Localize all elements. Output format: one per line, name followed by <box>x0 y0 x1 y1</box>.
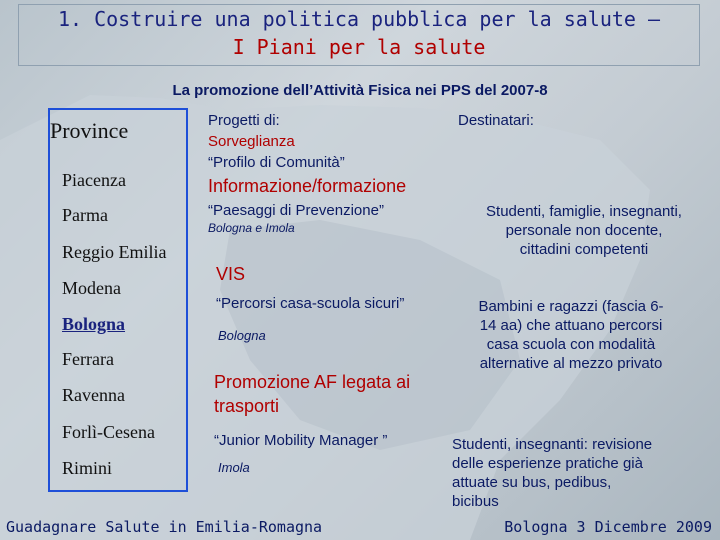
province-piacenza: Piacenza <box>62 170 126 190</box>
province-bologna[interactable]: Bologna <box>62 314 126 334</box>
province-modena: Modena <box>62 278 121 298</box>
target-1-line-1: Studenti, famiglie, insegnanti, <box>486 203 682 220</box>
footer-left: Guadagnare Salute in Emilia-Romagna <box>6 518 323 536</box>
projects-vis-heading: VIS <box>216 264 246 284</box>
province-reggio-emilia: Reggio Emilia <box>62 242 167 262</box>
target-3-line-2: delle esperienze pratiche già <box>452 455 643 472</box>
province-ferrara: Ferrara <box>62 349 114 369</box>
footer-right: Bologna 3 Dicembre 2009 <box>504 518 712 536</box>
project-profilo-comunita: “Profilo di Comunità” <box>208 154 345 171</box>
target-2-line-2: 14 aa) che attuano percorsi <box>479 317 663 334</box>
target-2-line-1: Bambini e ragazzi (fascia 6- <box>478 298 664 315</box>
target-1-line-3: cittadini competenti <box>519 241 649 258</box>
slide-subtitle: La promozione dell’Attività Fisica nei PPS del 2007-8 <box>172 82 548 99</box>
province-forli-cesena: Forlì-Cesena <box>62 422 155 442</box>
province-ravenna: Ravenna <box>62 385 125 405</box>
target-1-line-2: personale non docente, <box>505 222 663 239</box>
targets-group-2 <box>456 297 686 373</box>
target-2-line-4: alternative al mezzo privato <box>479 355 663 372</box>
projects-surveillance: Sorveglianza <box>208 133 295 150</box>
projects-promo-line-1: Promozione AF legata ai <box>214 372 411 392</box>
project-junior-location: Imola <box>218 460 250 475</box>
project-percorsi-location: Bologna <box>218 328 266 343</box>
targets-group-3 <box>452 435 696 511</box>
provinces-header: Province <box>50 118 129 143</box>
targets-group-1 <box>456 202 712 259</box>
target-3-line-1: Studenti, insegnanti: revisione <box>452 436 653 453</box>
title-line-2: I Piani per la salute <box>232 35 486 59</box>
projects-info-heading: Informazione/formazione <box>208 176 407 196</box>
target-2-line-3: casa scuola con modalità <box>486 336 656 353</box>
project-junior-mobility: “Junior Mobility Manager ” <box>214 432 388 449</box>
province-parma: Parma <box>62 205 108 225</box>
project-paesaggi: “Paesaggi di Prevenzione” <box>208 202 384 219</box>
target-3-line-3: attuate su bus, pedibus, <box>452 474 612 491</box>
title-line-1: 1. Costruire una politica pubblica per la salute – <box>57 7 661 31</box>
target-3-line-4: bicibus <box>452 493 499 510</box>
projects-promo-line-2: trasporti <box>214 396 280 416</box>
project-paesaggi-location: Bologna e Imola <box>208 221 295 235</box>
province-rimini: Rimini <box>62 458 113 478</box>
projects-header: Progetti di: <box>208 112 280 129</box>
project-percorsi: “Percorsi casa-scuola sicuri” <box>216 295 405 312</box>
slide-title <box>18 4 700 66</box>
targets-header: Destinatari: <box>458 112 534 129</box>
